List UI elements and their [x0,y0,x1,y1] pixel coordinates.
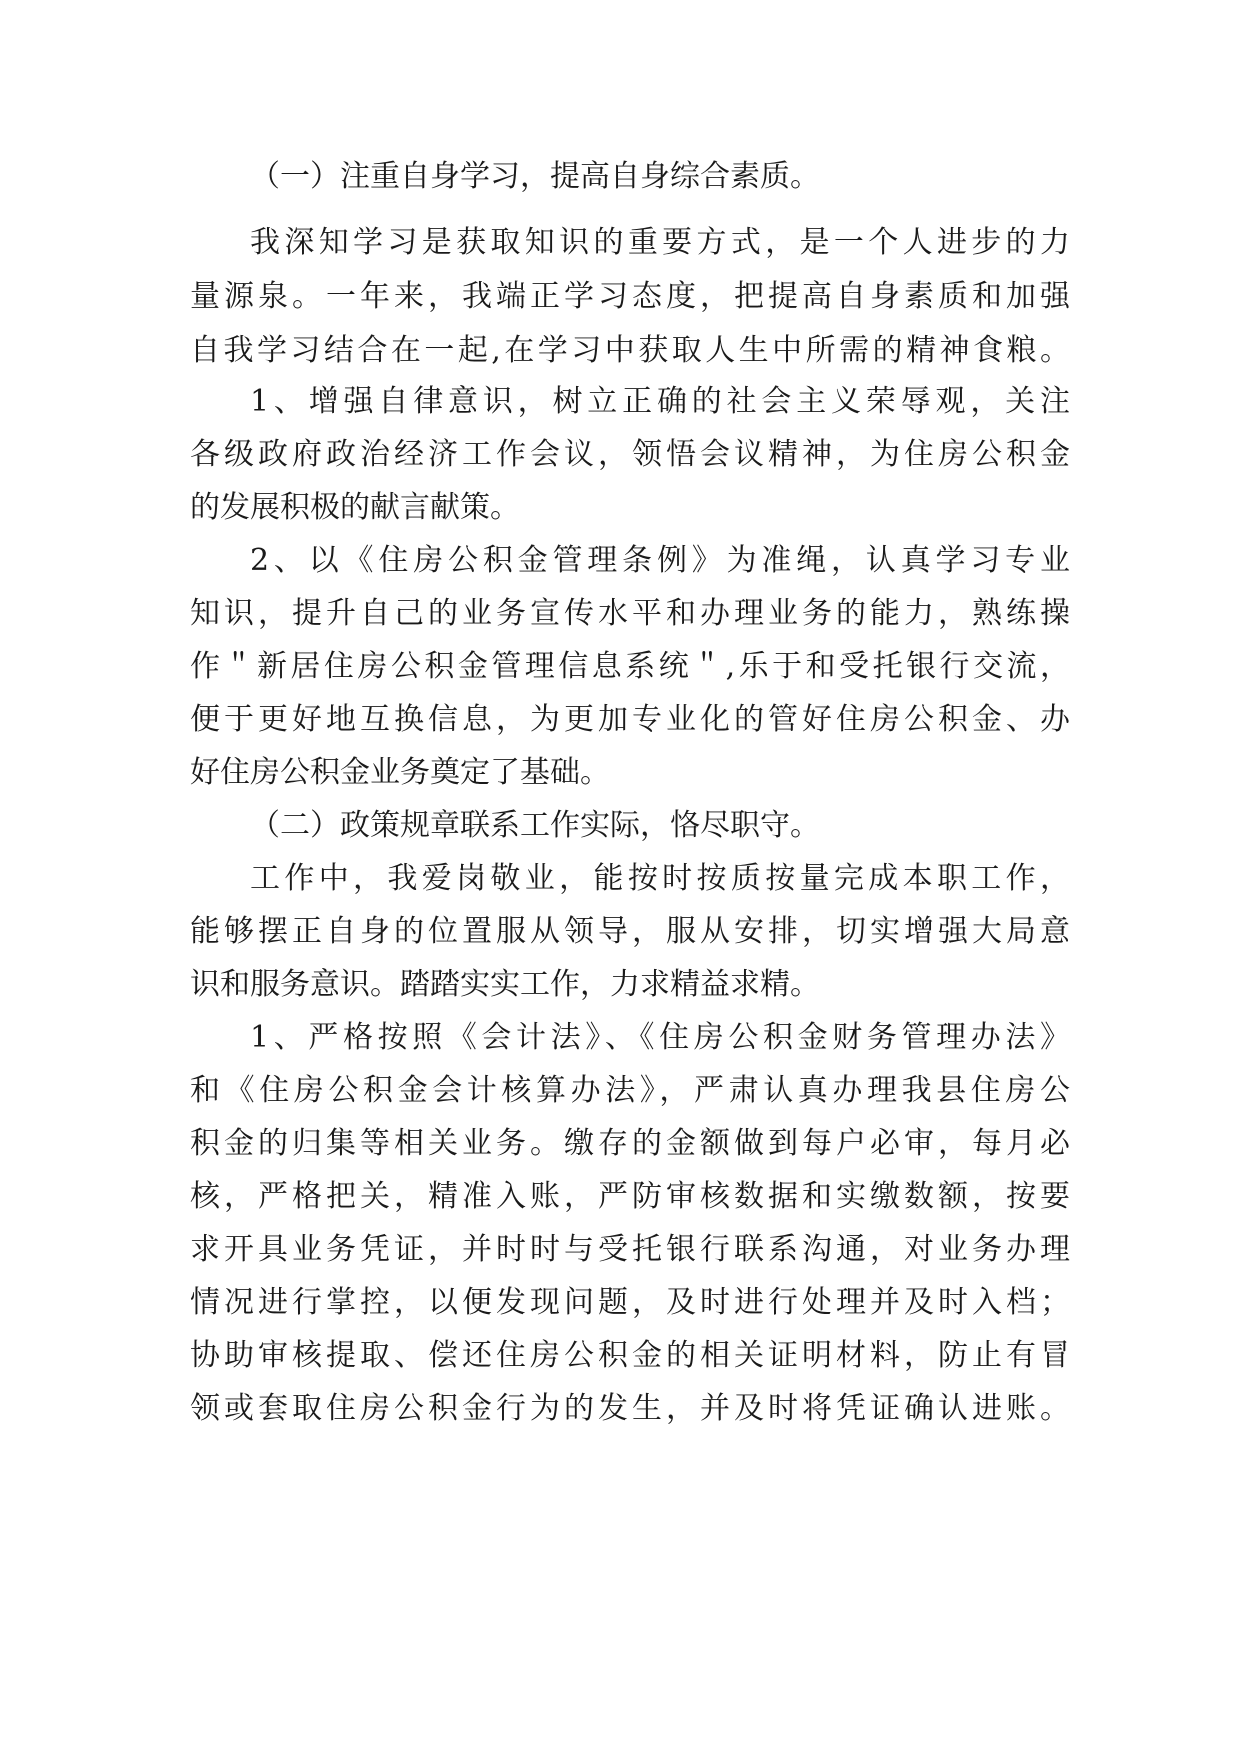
paragraph-line: 领或套取住房公积金行为的发生，并及时将凭证确认进账。 [190,1391,1070,1426]
paragraph-line: 知识，提升自己的业务宣传水平和办理业务的能力，熟练操 [190,596,1070,631]
paragraph-line: 情况进行掌控，以便发现问题，及时进行处理并及时入档； [190,1285,1070,1320]
paragraph-line: 便于更好地互换信息，为更加专业化的管好住房公积金、办 [190,702,1070,737]
paragraph-line: 自我学习结合在一起,在学习中获取人生中所需的精神食粮。 [190,333,1070,368]
section-heading-2: （二）政策规章联系工作实际，恪尽职守。 [250,808,820,843]
paragraph-line: 工作中，我爱岗敬业，能按时按质按量完成本职工作， [250,861,1070,896]
paragraph-line: 2、以《住房公积金管理条例》为准绳，认真学习专业 [250,543,1070,578]
paragraph-line: 识和服务意识。踏踏实实工作，力求精益求精。 [190,967,820,1002]
paragraph-line: 作＂新居住房公积金管理信息系统＂,乐于和受托银行交流， [190,649,1070,684]
paragraph-line: 和《住房公积金会计核算办法》，严肃认真办理我县住房公 [190,1073,1070,1108]
paragraph-line: 的发展积极的献言献策。 [190,490,520,525]
paragraph-line: 协助审核提取、偿还住房公积金的相关证明材料，防止有冒 [190,1338,1070,1373]
paragraph-line: 能够摆正自身的位置服从领导，服从安排，切实增强大局意 [190,914,1070,949]
paragraph-line: 量源泉。一年来，我端正学习态度，把提高自身素质和加强 [190,279,1070,314]
paragraph-line: 各级政府政治经济工作会议，领悟会议精神，为住房公积金 [190,437,1070,472]
paragraph-line: 我深知学习是获取知识的重要方式，是一个人进步的力 [250,225,1070,260]
paragraph-line: 好住房公积金业务奠定了基础。 [190,755,610,790]
paragraph-line: 求开具业务凭证，并时时与受托银行联系沟通，对业务办理 [190,1232,1070,1267]
paragraph-line: 1、增强自律意识，树立正确的社会主义荣辱观，关注 [250,384,1070,419]
paragraph-line: 核，严格把关，精准入账，严防审核数据和实缴数额，按要 [190,1179,1070,1214]
section-heading-1: （一）注重自身学习，提高自身综合素质。 [250,159,820,194]
paragraph-line: 1、严格按照《会计法》、《住房公积金财务管理办法》 [250,1020,1070,1055]
paragraph-line: 积金的归集等相关业务。缴存的金额做到每户必审，每月必 [190,1126,1070,1161]
